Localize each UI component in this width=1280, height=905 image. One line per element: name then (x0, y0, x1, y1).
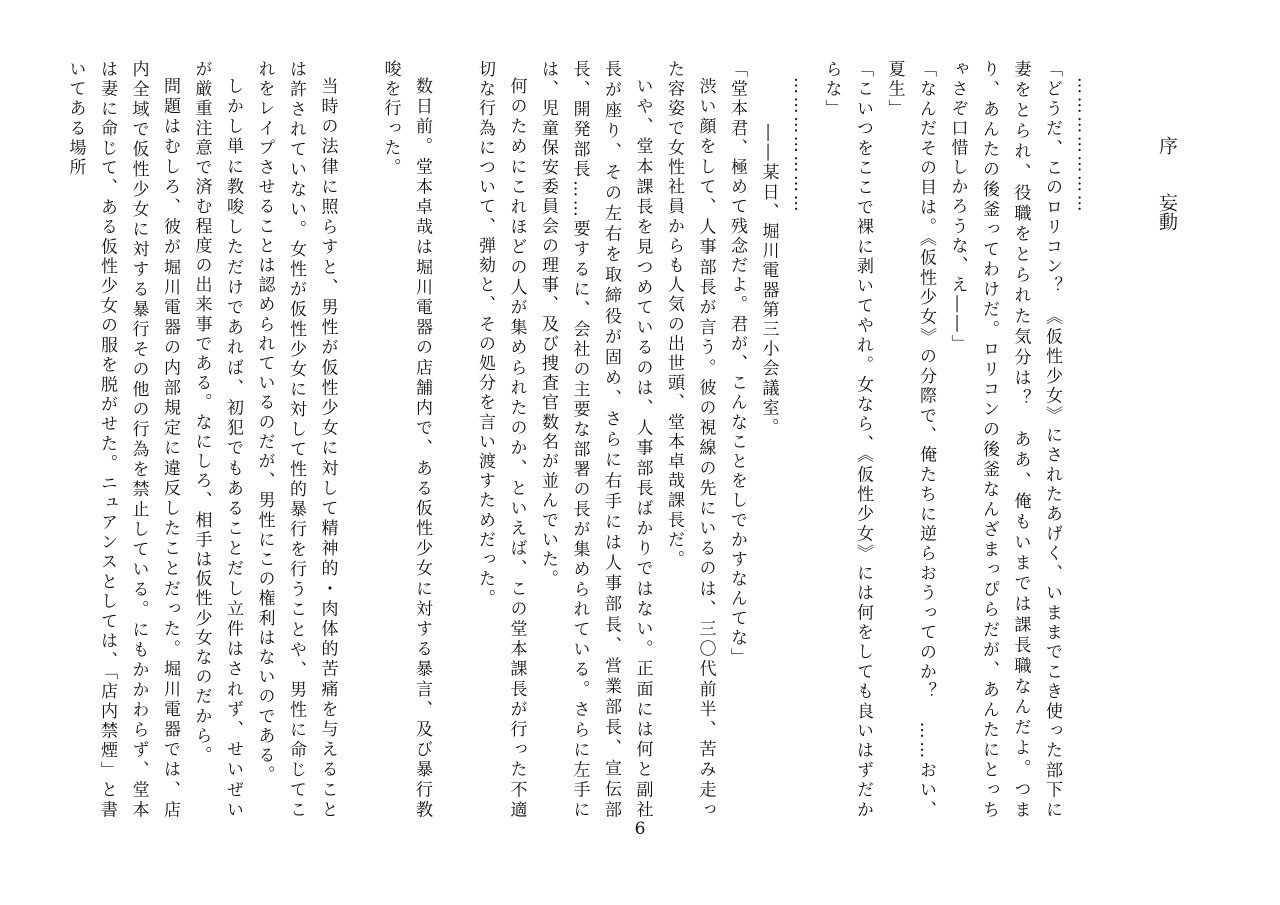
paragraph-scene-heading: ――某日、堀川電器第三小会議室。 (758, 124, 779, 438)
blank-line (437, 60, 469, 70)
paragraph-narration: 渋い顔をして、人事部長が言う。彼の視線の先にいるのは、三〇代前半、苦み走った容姿で女性社員からも人気の出世頭、堂本卓哉課長だ。 (664, 60, 716, 820)
paragraph-narration: 数日前。堂本卓哉は堀川電器の店舗内で、ある仮性少女に対する暴言、及び暴行教唆を行った。 (380, 60, 432, 820)
paragraph-narration: 問題はむしろ、彼が堀川電器の内部規定に違反したことだった。堀川電器では、店内全域で仮性少女に対する暴行その他の行為を禁止している。にもかかわらず、堂本は妻に命じて、ある仮性少女の服を脱がせた。ニュアンスとしては、「店内禁煙」と書いてある場所 (65, 60, 180, 820)
paragraph-ellipsis: ………………… (1073, 77, 1094, 215)
paragraph-ellipsis: ………………… (790, 77, 810, 215)
paragraph-narration: 当時の法律に照らすと、男性が仮性少女に対して精神的・肉体的苦痛を与えることは許されていない。女性が仮性少女に対して性的暴行を行うことや、男性に命じてこれをレイプさせることは認められているのだが、男性にこの権利はないのである。 (254, 60, 338, 820)
vertical-text-body (65, 60, 1182, 820)
paragraph-dialogue: 「なんだその目は。《仮性少女》の分際で、俺たちに逆らおうってのか？ ……おい、夏生」 (884, 60, 936, 820)
blank-line (343, 60, 375, 70)
paragraph-dialogue: 「堂本君、極めて残念だよ。君が、こんなことをしでかすなんてな」 (727, 60, 747, 668)
paragraph-dialogue: 「こいつをここで裸に剥いてやれ。女なら、《仮性少女》には何をしても良いはずだからな」 (821, 60, 873, 820)
paragraph-dialogue: 「どうだ、このロリコン？ 《仮性少女》にされたあげく、いままでこき使った部下に妻をとられ、役職をとられた気分は？ ああ、俺もいまでは課長職なんだよ。つまり、あんたの後釜ってわけだ。ロリコンの後釜なんざまっぴらだが、あんたにとっちゃさぞ口惜しかろうな、え――」 (947, 60, 1062, 820)
page-number: 6 (634, 819, 646, 839)
paragraph-narration: 何のためにこれほどの人が集められたのか、といえば、この堂本課長が行った不適切な行為について、弾劾と、その処分を言い渡すためだった。 (475, 60, 527, 820)
chapter-number: 序 (1156, 136, 1178, 155)
paragraph-narration: いや、堂本課長を見つめているのは、人事部長ばかりではない。正面には何と副社長が座り、その左右を取締役が固め、さらに右手には人事部長、営業部長、宣伝部長、開発部長……要するに、会社の主要な部署の長が集められている。さらに左手には、児童保安委員会の理事、及び捜査官数名が並んでいた。 (538, 60, 653, 820)
chapter-heading (1099, 60, 1183, 820)
chapter-title: 妄動 (1156, 193, 1178, 231)
paragraph-narration: しかし単に教唆しただけであれば、初犯でもあることだし立件はされず、せいぜいが厳重注意で済む程度の出来事である。なにしろ、相手は仮性少女なのだから。 (191, 60, 243, 820)
